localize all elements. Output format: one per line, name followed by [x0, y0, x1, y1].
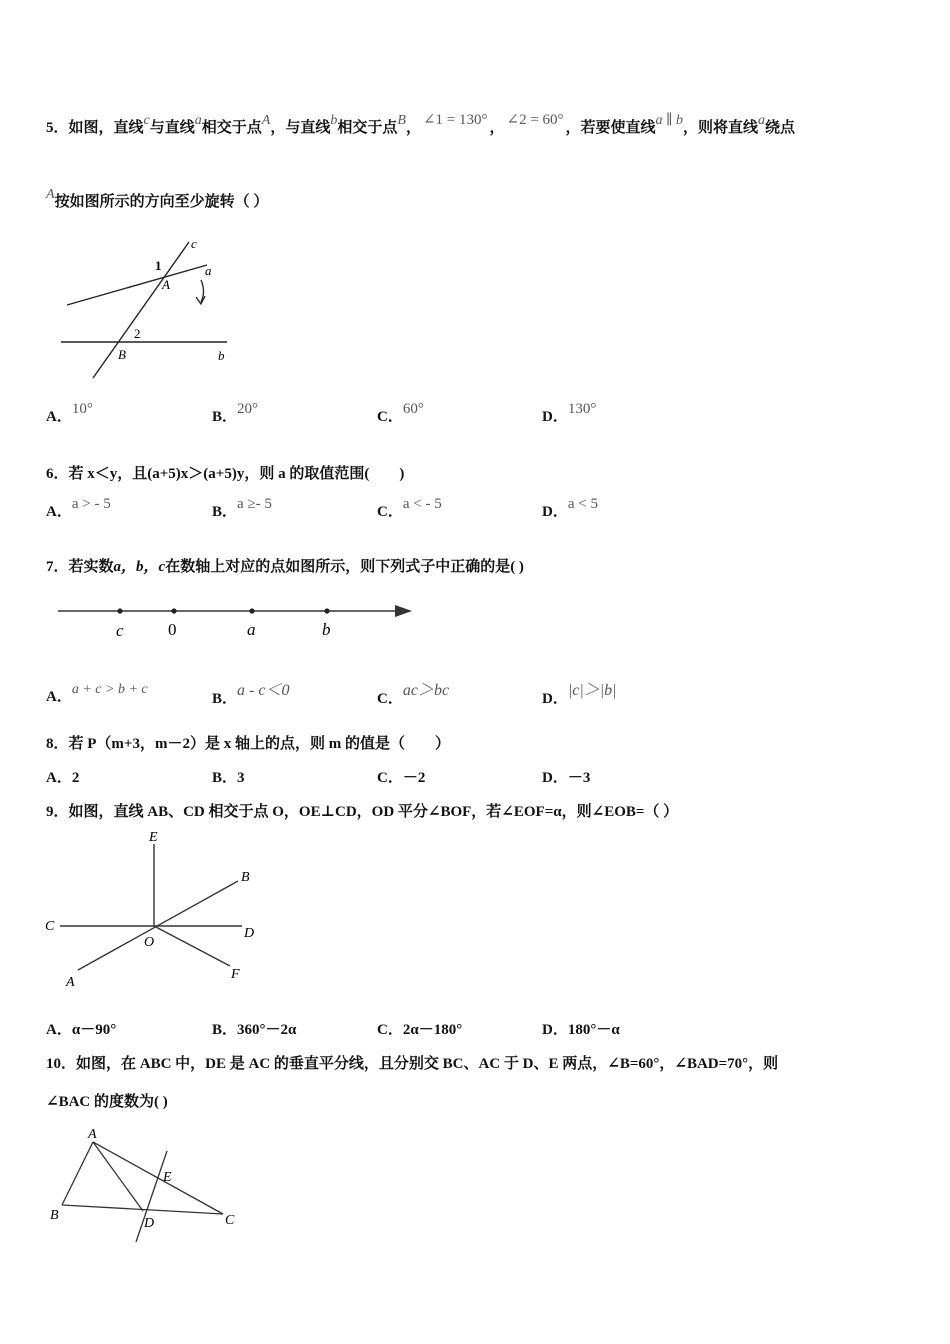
q9-option-b[interactable]: B．360°－2α — [212, 1022, 297, 1038]
label-B: B — [241, 870, 250, 885]
label-a: a — [247, 620, 256, 639]
q10-figure — [45, 1125, 245, 1245]
point-b — [324, 608, 329, 613]
q5-arrow-head — [196, 296, 205, 304]
q5-option-a[interactable]: A．10° — [46, 401, 93, 425]
label-F: F — [231, 967, 240, 982]
q9-option-a[interactable]: A．α－90° — [46, 1022, 117, 1038]
label-E: E — [149, 830, 158, 845]
q7-option-b[interactable]: B．a - c＜0 — [212, 682, 290, 707]
label-D: D — [144, 1216, 155, 1231]
q7-option-c[interactable]: C．ac＞bc — [377, 682, 450, 707]
point-c — [117, 608, 122, 613]
q6-stem: 6．若 x＜y，且(a+5)x＞(a+5)y，则 a 的取值范围( ) — [46, 466, 405, 482]
q5-label-1: 1 — [155, 258, 162, 273]
label-c: c — [116, 621, 124, 640]
q5-label-2: 2 — [134, 326, 141, 341]
q9-option-c[interactable]: C．2α－180° — [377, 1022, 463, 1038]
label-C: C — [45, 919, 55, 934]
q5-label-B: B — [118, 347, 126, 362]
q9-stem: 9．如图，直线 AB、CD 相交于点 O，OE⊥CD，OD 平分∠BOF，若∠EOF=α，则∠EOB=（ ） — [46, 804, 679, 820]
q5-label-a: a — [205, 263, 212, 278]
side-AB — [62, 1142, 93, 1205]
segment-AD — [93, 1142, 143, 1211]
ray-OF — [154, 926, 230, 966]
q8-option-a[interactable]: A．2 — [46, 770, 80, 786]
label-A: A — [66, 975, 75, 990]
label-E: E — [163, 1170, 172, 1185]
q7-option-a[interactable]: A．a + c > b + c — [46, 682, 148, 705]
q9-figure — [40, 826, 270, 996]
q5-stem-line2: A按如图所示的方向至少旋转（ ） — [46, 187, 269, 210]
label-zero: 0 — [168, 620, 177, 639]
q5-label-A: A — [162, 277, 170, 292]
q8-option-c[interactable]: C．－2 — [377, 770, 426, 786]
q5-option-c[interactable]: C．60° — [377, 401, 424, 425]
label-b: b — [322, 620, 331, 639]
label-D: D — [244, 926, 255, 941]
label-A: A — [88, 1127, 97, 1142]
q10-stem-line1: 10．如图，在 ABC 中，DE 是 AC 的垂直平分线，且分别交 BC、AC 于 D、E 两点，∠B=60°，∠BAD=70°，则 — [46, 1056, 779, 1072]
q8-option-b[interactable]: B．3 — [212, 770, 245, 786]
label-C: C — [225, 1213, 235, 1228]
q7-stem: 7．若实数a，b，c在数轴上对应的点如图所示，则下列式子中正确的是( ) — [46, 559, 524, 575]
q5-option-b[interactable]: B．20° — [212, 401, 259, 425]
q6-option-d[interactable]: D．a < 5 — [542, 496, 598, 520]
q8-stem: 8．若 P（m+3，m－2）是 x 轴上的点，则 m 的值是（ ） — [46, 736, 450, 752]
q9-option-d[interactable]: D．180°－α — [542, 1022, 620, 1038]
q6-option-a[interactable]: A．a > - 5 — [46, 496, 111, 520]
q8-option-d[interactable]: D．－3 — [542, 770, 591, 786]
label-O: O — [144, 935, 155, 950]
label-B: B — [50, 1208, 59, 1223]
point-zero — [171, 608, 176, 613]
q7-option-d[interactable]: D．|c|＞|b| — [542, 682, 617, 707]
q7-number-line — [55, 598, 420, 646]
q5-label-c: c — [191, 236, 197, 251]
number-line-arrow — [395, 605, 412, 617]
q5-stem-line1: 5．如图，直线c与直线a相交于点A，与直线b相交于点B， ∠1 = 130° ， ∠2 = 60° ，若要使直线a ∥ b，则将直线a绕点 — [46, 112, 796, 136]
point-a — [249, 608, 254, 613]
q5-option-d[interactable]: D．130° — [542, 401, 597, 425]
q6-option-b[interactable]: B．a ≥- 5 — [212, 496, 272, 520]
q6-option-c[interactable]: C．a < - 5 — [377, 496, 442, 520]
q10-stem-line2: ∠BAC 的度数为( ) — [46, 1094, 168, 1110]
q5-label-b: b — [218, 348, 225, 363]
q5-line-c — [93, 242, 189, 378]
q5-figure — [55, 232, 245, 384]
q5-line-a — [67, 265, 207, 305]
